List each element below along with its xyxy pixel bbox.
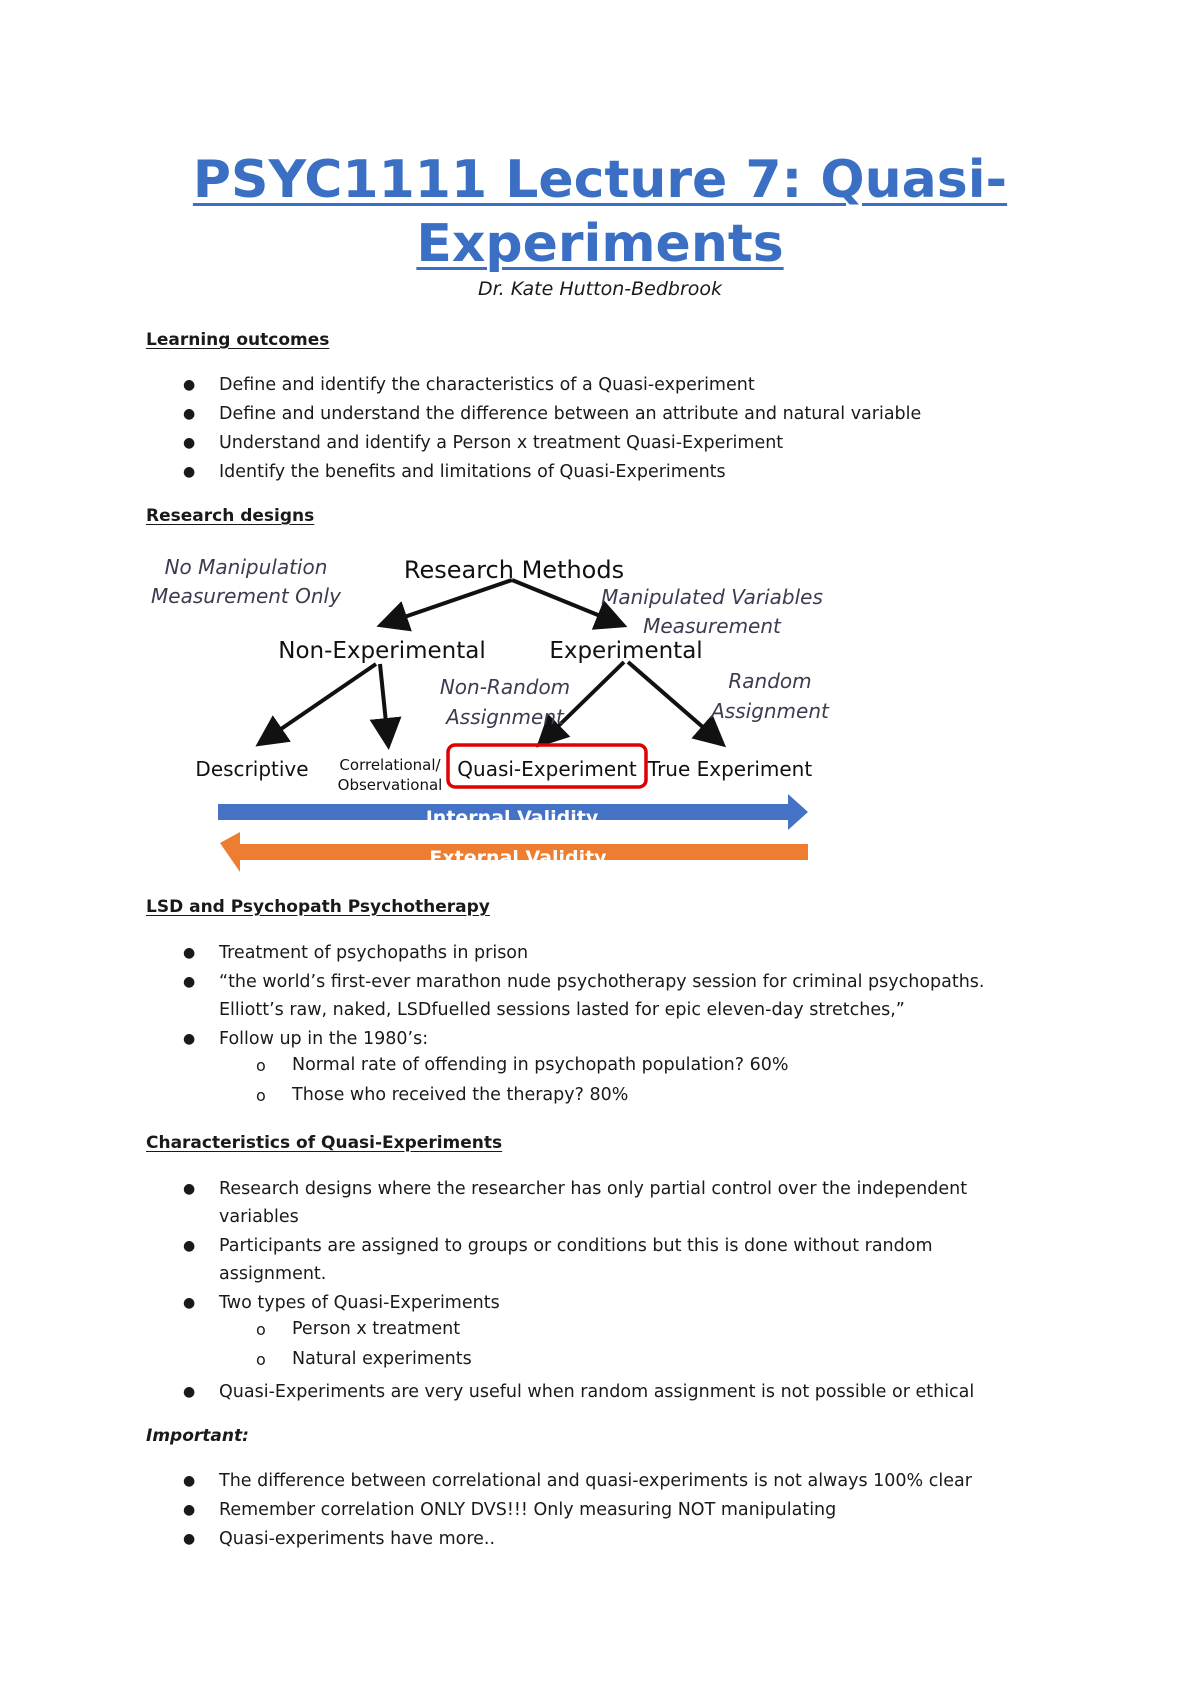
sub-bullet-icon: o xyxy=(256,1350,266,1369)
outcome-item: Define and understand the difference between an attribute and natural variable xyxy=(219,404,922,424)
lsd-item-continued: Elliott’s raw, naked, LSDfuelled sessions lasted for epic eleven-day stretches,” xyxy=(219,1000,905,1020)
outcome-item: Define and identify the characteristics of a Quasi-experiment xyxy=(219,375,755,395)
random-label-2: Assignment xyxy=(711,699,829,723)
characteristics-item: Quasi-Experiments are very useful when random assignment is not possible or ethical xyxy=(219,1382,975,1402)
bullet-icon: ● xyxy=(183,1295,196,1311)
bullet-icon: ● xyxy=(183,974,196,990)
important-item: Quasi-experiments have more.. xyxy=(219,1529,496,1549)
true-experiment-label: True Experiment xyxy=(647,757,813,781)
quasi-experiment-label: Quasi-Experiment xyxy=(457,757,637,781)
characteristics-sub-item: Person x treatment xyxy=(292,1319,461,1339)
bullet-icon: ● xyxy=(183,1181,196,1197)
title-line-2: Experiments xyxy=(416,214,784,274)
note-left-1: No Manipulation xyxy=(164,555,328,579)
characteristics-heading: Characteristics of Quasi-Experiments xyxy=(146,1133,503,1153)
non-experimental-label: Non-Experimental xyxy=(278,638,486,664)
root-label: Research Methods xyxy=(403,556,625,584)
characteristics-item: Participants are assigned to groups or conditions but this is done without random xyxy=(219,1236,933,1256)
outcome-item: Identify the benefits and limitations of Quasi-Experiments xyxy=(219,462,726,482)
bullet-icon: ● xyxy=(183,945,196,961)
learning-outcomes-heading: Learning outcomes xyxy=(146,330,330,350)
arrow-to-quasi xyxy=(542,662,624,742)
bullet-icon: ● xyxy=(183,406,196,422)
experimental-label: Experimental xyxy=(549,638,703,664)
random-label-1: Random xyxy=(728,669,812,693)
bullet-icon: ● xyxy=(183,1473,196,1489)
note-left-2: Measurement Only xyxy=(151,584,341,608)
lsd-item: Treatment of psychopaths in prison xyxy=(219,943,529,963)
characteristics-item-continued: variables xyxy=(219,1207,299,1227)
important-item: The difference between correlational and quasi-experiments is not always 100% clear xyxy=(219,1471,972,1491)
important-heading: Important: xyxy=(146,1426,249,1446)
characteristics-item-continued: assignment. xyxy=(219,1264,327,1284)
bullet-icon: ● xyxy=(183,1238,196,1254)
arrow-to-correlational xyxy=(380,664,388,742)
lsd-sub-item: Normal rate of offending in psychopath population? 60% xyxy=(292,1055,789,1075)
non-random-label-1: Non-Random xyxy=(439,675,571,699)
characteristics-item: Two types of Quasi-Experiments xyxy=(219,1293,500,1313)
title-line-1: PSYC1111 Lecture 7: Quasi- xyxy=(192,150,1008,210)
lsd-sub-item: Those who received the therapy? 80% xyxy=(292,1085,629,1105)
descriptive-label: Descriptive xyxy=(195,757,309,781)
bullet-icon: ● xyxy=(183,435,196,451)
sub-bullet-icon: o xyxy=(256,1056,266,1075)
non-random-label-2: Assignment xyxy=(446,705,564,729)
bullet-icon: ● xyxy=(183,1531,196,1547)
outcome-item: Understand and identify a Person x treatment Quasi-Experiment xyxy=(219,433,784,453)
bullet-icon: ● xyxy=(183,464,196,480)
note-right-2: Measurement xyxy=(643,614,781,638)
bullet-icon: ● xyxy=(183,1502,196,1518)
note-right-1: Manipulated Variables xyxy=(601,585,823,609)
arrow-to-true-experiment xyxy=(628,662,720,742)
external-validity-label: External Validity xyxy=(429,847,607,869)
lsd-item: Follow up in the 1980’s: xyxy=(219,1029,429,1049)
sub-bullet-icon: o xyxy=(256,1320,266,1339)
lsd-item: “the world’s first-ever marathon nude psychotherapy session for criminal psychopaths. xyxy=(219,972,985,992)
characteristics-sub-item: Natural experiments xyxy=(292,1349,472,1369)
arrow-to-descriptive xyxy=(262,664,376,742)
important-item: Remember correlation ONLY DVS!!! Only measuring NOT manipulating xyxy=(219,1500,837,1520)
arrow-to-non-experimental xyxy=(384,580,512,624)
bullet-icon: ● xyxy=(183,377,196,393)
sub-bullet-icon: o xyxy=(256,1086,266,1105)
correlational-label-2: Observational xyxy=(337,776,443,794)
lsd-heading: LSD and Psychopath Psychotherapy xyxy=(146,897,490,917)
research-designs-heading: Research designs xyxy=(146,506,315,526)
correlational-label-1: Correlational/ xyxy=(339,756,441,774)
author-name: Dr. Kate Hutton-Bedbrook xyxy=(477,278,723,300)
characteristics-item: Research designs where the researcher has only partial control over the independent xyxy=(219,1179,968,1199)
bullet-icon: ● xyxy=(183,1031,196,1047)
bullet-icon: ● xyxy=(183,1384,196,1400)
internal-validity-label: Internal Validity xyxy=(425,807,599,829)
